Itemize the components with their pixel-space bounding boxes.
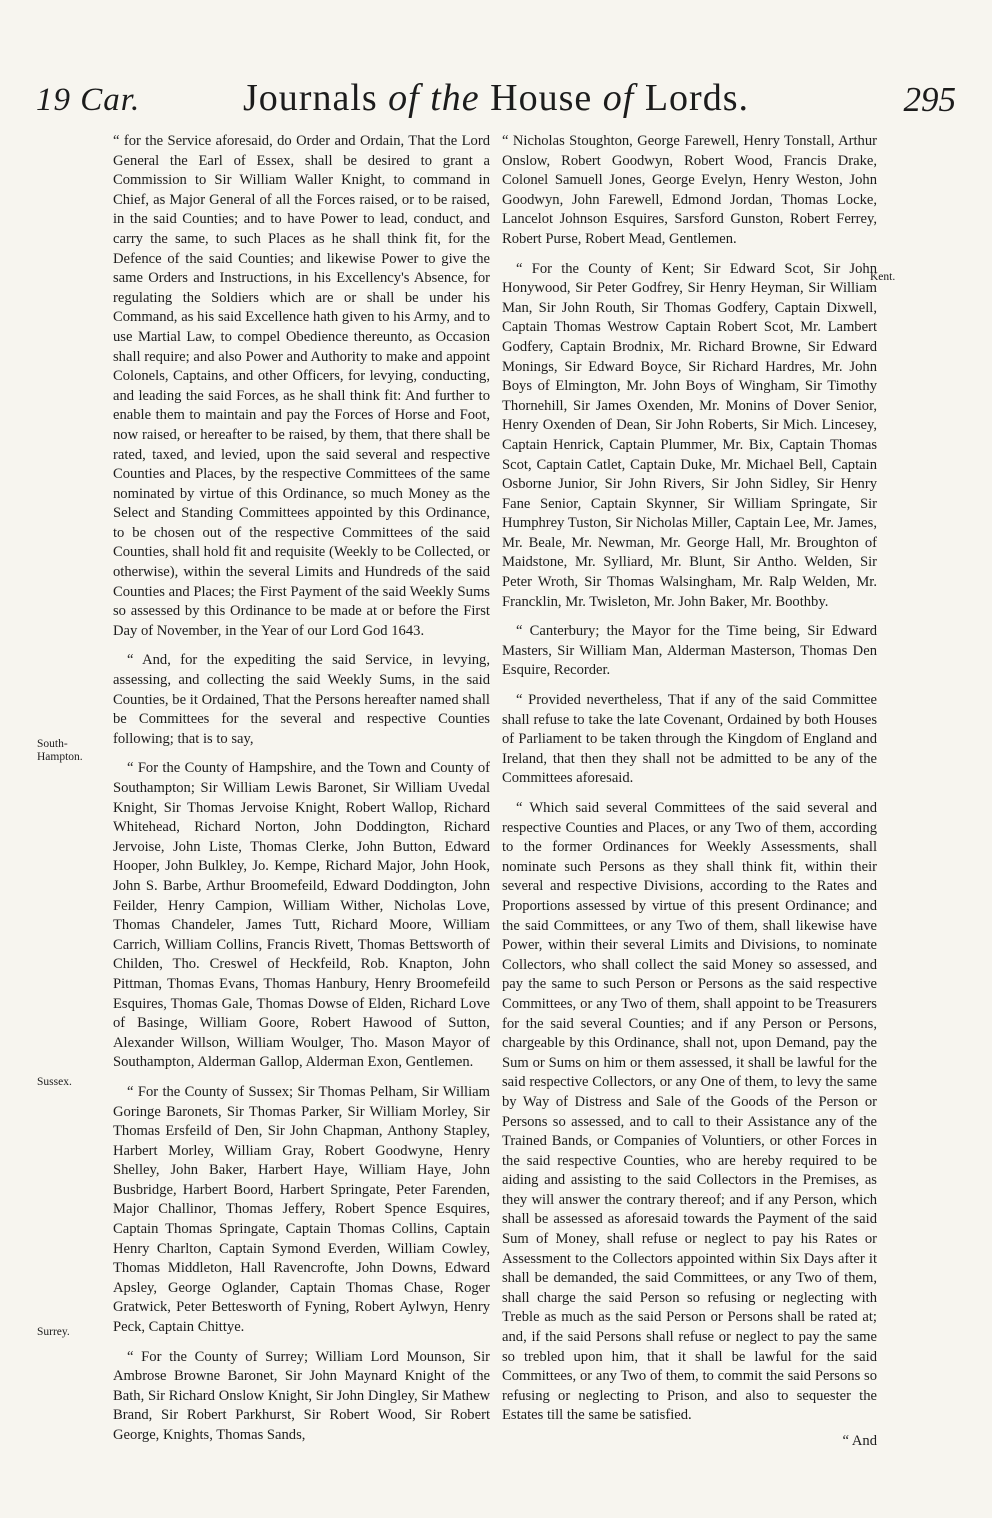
margin-note-southampton: South-Hampton.	[37, 738, 83, 763]
regnal-year: 19 Car.	[36, 82, 141, 118]
title-word-of-the: of the	[388, 77, 480, 119]
paragraph-committees: “ And, for the expediting the said Service, in levying, assessing, and collecting the said Weekly Sums, in the said Counties, be it Ordained, That the Persons hereafter named shall be Committees for the several and respective Counties following; that is to say,	[113, 652, 490, 747]
paragraph-collectors: “ Which said several Committees of the said several and respective Counties and Places, or any Two of them, according to the former Ordinances for Weekly Assessments, shall nominate such Persons as they shall think fit, within their several and respective Divisions, according to the Rates and Proportions assessed by virtue of this present Ordinance; and the said Committees, or any Two of them, shall likewise have Power, within their several Limits and Divisions, to nominate Collectors, who shall collect the said Money so assessed, and pay the same to such Person or Persons as the said respective Committees, or any Two of them, shall appoint to be Treasurers for the said several Counties; and if any Person or Persons, chargeable by this Ordinance, shall not, upon Demand, pay the Sum or Sums on him or them assessed, it shall be lawful for the said respective Collectors, or any One of them, to levy the same by Way of Distress and Sale of the Goods of the Person or Persons so assessed, and to call to their Assistance any of the Trained Bands, or Companies of Voluntiers, or other Forces in the said respective Counties, who are hereby required to be aiding and assisting to the said Collectors in the Premises, as they will answer the contrary thereof; and if any Person, which shall be assessed as aforesaid towards the Payment of the said Sum of Money, shall refuse or neglect to pay his Rates or Assessment to the Collectors appointed within Six Days after it shall be demanded, the said Committees, or any Two of them, shall charge the said Person so refusing or neglecting with Treble as much as the said Person or Persons shall be rated at; and, if the said Persons shall refuse or neglect to pay the same so trebled upon him, that it shall be lawful for the said Committees, or any Two of them, to commit the said Persons so refusing or neglecting to Prison, and also to sequester the Estates till the same be satisfied.	[502, 800, 877, 1424]
paragraph-kent: “ For the County of Kent; Sir Edward Scot, Sir John Honywood, Sir Peter Godfrey, Sir Henry Heyman, Sir William Man, Sir John Routh, Sir Thomas Godfery, Captain Dixwell, Captain Thomas Westrow Captain Robert Scot, Mr. Lambert Godfery, Captain Brodnix, Mr. Richard Browne, Sir Edward Monings, Sir Edward Boyce, Sir Richard Hardres, Mr. John Boys of Elmington, Mr. John Boys of Wingham, Sir Timothy Thornehill, Sir James Oxenden, Mr. Monins of Dover Senior, Henry Oxenden of Dean, Sir John Roberts, Sir Mich. Lincesey, Captain Henrick, Captain Plummer, Mr. Bix, Captain Thomas Scot, Captain Catlet, Captain Duke, Mr. Michael Bell, Captain Osborne Junior, Sir John Rivers, Sir John Sidley, Sir Henry Fane Senior, Captain Skynner, Sir William Springate, Sir Humphrey Tuston, Sir Nicholas Miller, Captain Lee, Mr. James, Mr. Beale, Mr. Newman, Mr. George Hall, Mr. Broughton of Maidstone, Mr. Sylliard, Mr. Blunt, Sir Antho. Welden, Sir Peter Wroth, Sir Thomas Walsingham, Mr. Ralp Welden, Mr. Francklin, Mr. Twisleton, Mr. John Baker, Mr. Boothby.	[502, 260, 877, 610]
paragraph-surrey: “ For the County of Surrey; William Lord Mounson, Sir Ambrose Browne Baronet, Sir John Maynard Knight of the Bath, Sir Richard Onslow Knight, Sir John Dingley, Sir Mathew Brand, Sir Robert Parkhurst, Sir Robert Wood, Sir Robert George, Knights, Thomas Sands,	[113, 1348, 490, 1443]
paragraph-surrey-continued: “ Nicholas Stoughton, George Farewell, Henry Tonstall, Arthur Onslow, Robert Goodwyn, Robert Wood, Francis Drake, Colonel Samuell Jones, George Evelyn, Henry Weston, John Goodwyn, John Farewell, Edmond Jordan, Thomas Locke, Lancelot Johnson Esquires, Sarsford Gunston, Robert Ferrey, Robert Purse, Robert Mead, Gentlemen.	[502, 133, 877, 247]
title-word-house: House	[490, 77, 593, 119]
margin-note-sussex: Sussex.	[37, 1076, 72, 1088]
title-word-lords: Lords.	[644, 77, 749, 119]
paragraph-hampshire: “ For the County of Hampshire, and the Town and County of Southampton; Sir William Lewis Baronet, Sir William Uvedal Knight, Sir Thomas Jervoise Knight, Robert Wallop, Richard Whitehead, Richard Norton, John Doddington, Richard Jervoise, John Liste, Thomas Clerke, John Button, Edward Hooper, John Bulkley, Jo. Kempe, Richard Major, John Hook, John S. Barbe, Arthur Broomefeild, Edward Doddington, John Feilder, Henry Campion, William Wither, Nicholas Love, Thomas Chandeler, James Tutt, Richard Moore, William Carrich, William Collins, Francis Rivett, Thomas Bettsworth of Childen, Tho. Creswel of Heckfeild, Rob. Knapton, John Pittman, Thomas Evans, Thomas Hanbury, Henry Broomefeild Esquires, Thomas Gale, Thomas Dowse of Elden, Richard Love of Basinge, William Goore, Robert Hawood of Sutton, Alexander Willson, William Woulger, Tho. Mason Mayor of Southampton, Alderman Gallop, Alderman Exon, Gentlemen.	[113, 760, 490, 1071]
paragraph-sussex: “ For the County of Sussex; Sir Thomas Pelham, Sir William Goringe Baronets, Sir Thomas Parker, Sir William Morley, Sir Thomas Ersfeild of Den, Sir John Chapman, Anthony Stapley, Harbert Morley, William Gray, Robert Goodwyne, Henry Shelley, John Baker, Harbert Haye, William Haye, John Busbridge, Harbert Boord, Harbert Springate, Peter Farenden, Major Challinor, Thomas Jeffery, Robert Spence Esquires, Captain Thomas Springate, Captain Thomas Collins, Captain Henry Charlton, Captain Symond Everden, William Cowley, Thomas Middleton, Hall Ravencrofte, John Downs, Edward Apsley, George Oglander, Captain Thomas Chase, Roger Gratwick, Peter Bettesworth of Fyning, Robert Aylwyn, Henry Peck, Captain Chittye.	[113, 1083, 490, 1336]
title-word-of: of	[602, 77, 635, 119]
paragraph-order-commission: “ for the Service aforesaid, do Order and Ordain, That the Lord General the Earl of Essex, shall be desired to grant a Commission to Sir William Waller Knight, to command in Chief, as Major General of all the Forces raised, or to be raised, in the said Counties; and to have Power to lead, conduct, and carry the same, to such Places as he shall think fit, for the Defence of the said Counties; and likewise Power to give the same Orders and Instructions, in his Excellency's Absence, for regulating the Soldiers which are or shall be under his Command, as his said Excellence hath given to his Army, and to use Martial Law, to compel Obedience thereunto, as Occasion shall require; and also Power and Authority to make and appoint Colonels, Captains, and other Officers, for levying, conducting, and leading the said Forces, as he shall think fit: And further to enable them to maintain and pay the Forces of Horse and Foot, now raised, or hereafter to be raised, by them, that there shall be rated, taxed, and levied, upon the said several and respective Counties and Places, by the respective Committees of the same nominated by virtue of this Ordinance, so much Money as the Select and Standing Committees appointed by this Ordinance, to be chosen out of the respective Committees of the said Counties, shall hold fit and requisite (Weekly to be Collected, or otherwise), within the several Limits and Hundreds of the said Counties and Places; the First Payment of the said Weekly Sums so assessed by this Ordinance to be made at or before the First Day of November, in the Year of our Lord God 1643.	[113, 133, 490, 639]
page-number: 295	[903, 80, 956, 119]
title-word-journals: Journals	[243, 77, 378, 119]
journal-title	[36, 76, 956, 120]
right-column	[502, 132, 877, 1462]
margin-note-surrey: Surrey.	[37, 1326, 70, 1338]
running-header	[36, 70, 956, 126]
left-column	[113, 132, 490, 1456]
paragraph-canterbury: “ Canterbury; the Mayor for the Time being, Sir Edward Masters, Sir William Man, Alderman Masterson, Thomas Den Esquire, Recorder.	[502, 623, 877, 679]
paragraph-covenant-proviso: “ Provided nevertheless, That if any of the said Committee shall refuse to take the late Covenant, Ordained by both Houses of Parliament to be taken through the Kingdom of England and Ireland, that then they shall not be admitted to be any of the Committees aforesaid.	[502, 692, 877, 787]
margin-note-kent: Kent.	[870, 271, 896, 283]
catchword: “ And	[842, 1433, 877, 1449]
